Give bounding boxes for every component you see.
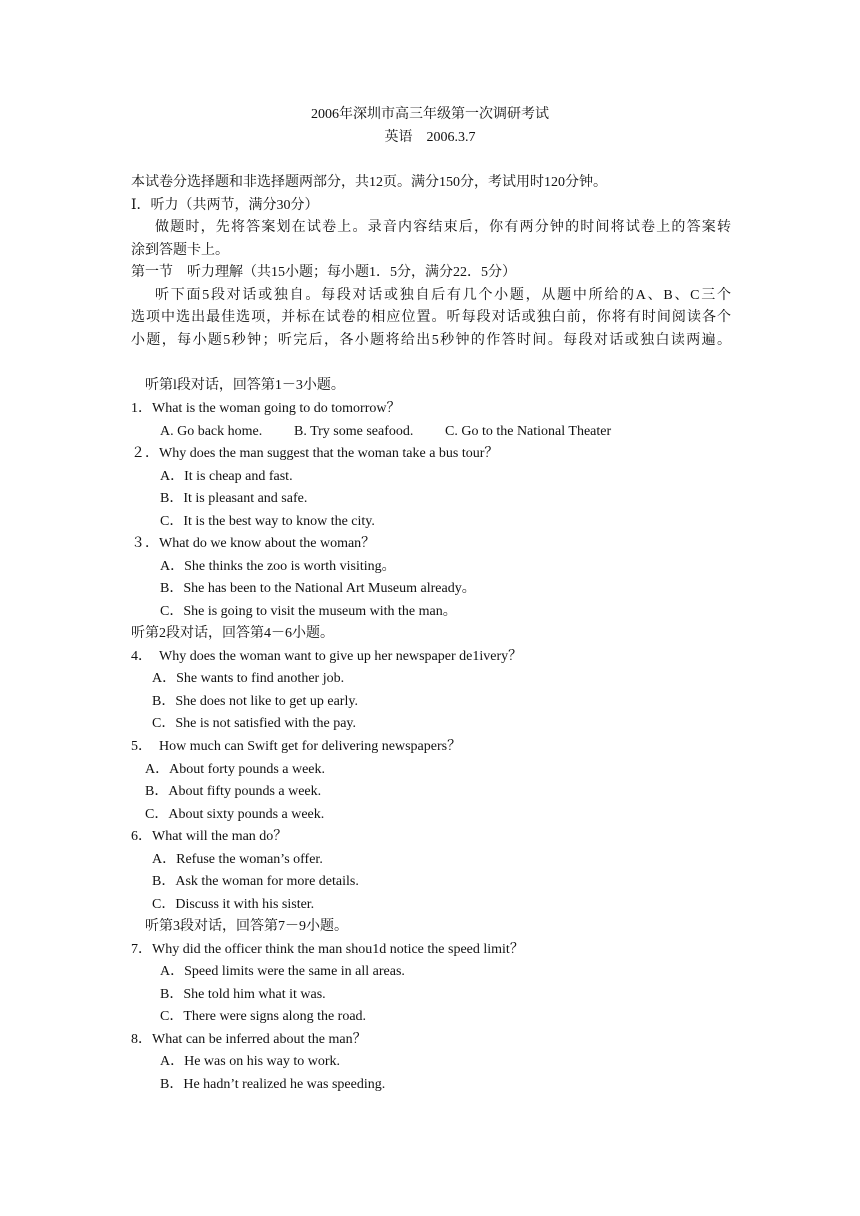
q4-option-b: B．She does not like to get up early. — [152, 694, 358, 709]
q3-option-a: A．She thinks the zoo is worth visiting。 — [160, 559, 396, 574]
q5-stem: 5． How much can Swift get for delivering newspapers？ — [131, 739, 462, 754]
part1-instructions-line2: 涂到答题卡上。 — [131, 243, 229, 258]
intro-text: 本试卷分选择题和非选择题两部分，共12页。满分150分，考试用时120分钟。 — [131, 175, 607, 190]
section1-instructions-line1: 听下面5段对话或独自。每段对话或独自后有几个小题，从题中所给的A、B、C三个 — [155, 288, 731, 303]
q2-option-a: A．It is cheap and fast. — [160, 469, 293, 484]
exam-subtitle: 英语 2006.3.7 — [384, 130, 476, 145]
q5-option-c: C．About sixty pounds a week. — [145, 807, 325, 822]
dialog1-heading: 听第l段对话，回答第1－3小题。 — [145, 378, 345, 393]
q6-option-a: A．Refuse the woman’s offer. — [152, 852, 323, 867]
section1-instructions-line3: 小题，每小题5秒钟；听完后，各小题将给出5秒钟的作答时间。每段对话或独白读两遍。 — [131, 333, 731, 348]
q8-option-a: A．He was on his way to work. — [160, 1054, 341, 1069]
q7-option-b: B．She told him what it was. — [160, 987, 326, 1002]
section1-instructions-line2: 选项中选出最佳选项，并标在试卷的相应位置。听每段对话或独白前，你将有时间阅读各个 — [131, 310, 731, 325]
q1-option-a: A. Go back home. — [160, 424, 263, 439]
q4-option-c: C．She is not satisfied with the pay. — [152, 716, 357, 731]
q1-option-c: C. Go to the National Theater — [445, 424, 612, 439]
q3-option-c: C．She is going to visit the museum with the man。 — [160, 604, 457, 619]
q2-option-c: C．It is the best way to know the city. — [160, 514, 375, 529]
q7-option-c: C．There were signs along the road. — [160, 1009, 367, 1024]
q4-option-a: A．She wants to find another job. — [152, 671, 345, 686]
q1-option-b: B. Try some seafood. — [294, 424, 414, 439]
q3-stem: ３．What do we know about the woman？ — [131, 536, 376, 551]
q1-stem: 1．What is the woman going to do tomorrow？ — [131, 401, 401, 416]
exam-title: 2006年深圳市高三年级第一次调研考试 — [311, 107, 549, 122]
q6-stem: 6．What will the man do？ — [131, 829, 288, 844]
q6-option-c: C．Discuss it with his sister. — [152, 897, 315, 912]
q1-options — [160, 421, 611, 444]
section1-heading: 第一节 听力理解（共15小题；每小题1．5分，满分22．5分） — [131, 265, 516, 280]
dialog2-heading: 听第2段对话，回答第4－6小题。 — [131, 626, 334, 641]
q4-stem: 4． Why does the woman want to give up her newspaper de1ivery？ — [131, 649, 523, 664]
q2-stem: ２．Why does the man suggest that the woman take a bus tour？ — [131, 446, 499, 461]
q8-stem: 8．What can be inferred about the man？ — [131, 1032, 367, 1047]
q7-option-a: A．Speed limits were the same in all areas. — [160, 964, 405, 979]
q6-option-b: B．Ask the woman for more details. — [152, 874, 359, 889]
q5-option-b: B．About fifty pounds a week. — [145, 784, 322, 799]
q3-option-b: B．She has been to the National Art Museum already。 — [160, 581, 476, 596]
q8-option-b: B．He hadn’t realized he was speeding. — [160, 1077, 386, 1092]
q7-stem: 7．Why did the officer think the man shou1d notice the speed limit？ — [131, 942, 524, 957]
part1-instructions-line1: 做题时，先将答案划在试卷上。录音内容结束后，你有两分钟的时间将试卷上的答案转 — [155, 220, 731, 235]
dialog3-heading: 听第3段对话，回答第7－9小题。 — [145, 919, 348, 934]
part1-heading: Ⅰ．听力（共两节，满分30分） — [131, 198, 319, 213]
q2-option-b: B．It is pleasant and safe. — [160, 491, 308, 506]
q5-option-a: A．About forty pounds a week. — [145, 762, 326, 777]
